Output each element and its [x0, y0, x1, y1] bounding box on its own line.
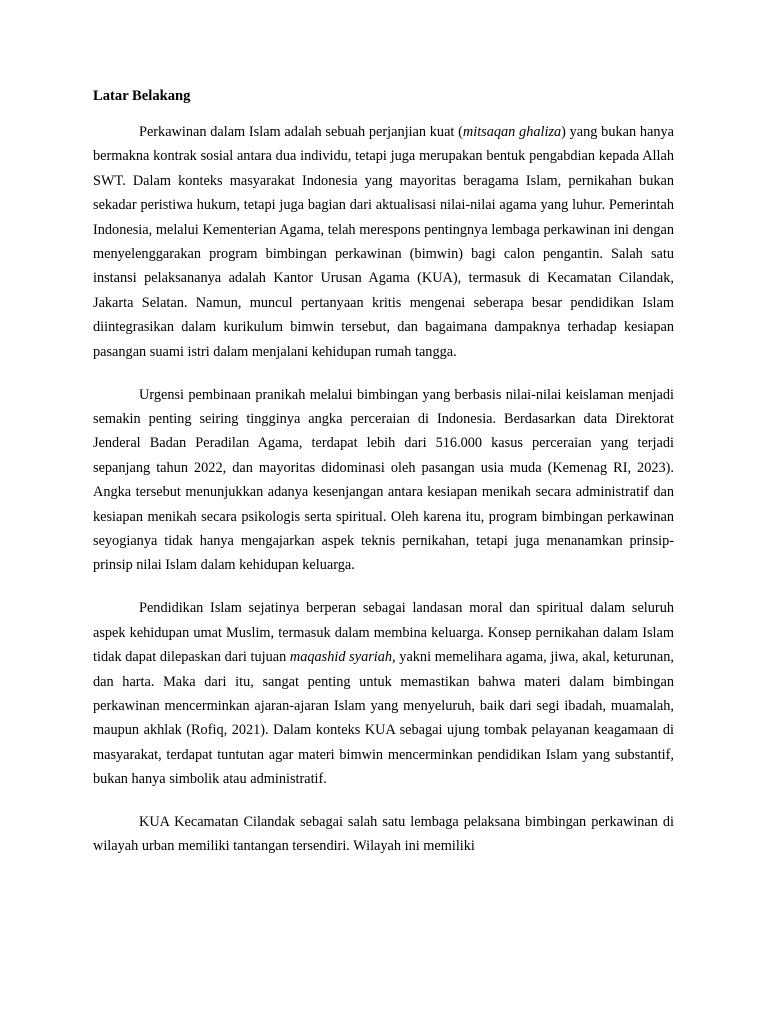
paragraph-2-text: Urgensi pembinaan pranikah melalui bimbingan yang berbasis nilai-nilai keislaman menjadi semakin penting seiring tingginya angka perceraian di Indonesia. Berdasarkan data Direktorat Jenderal Badan Peradilan Agama, terdapat lebih dari 516.000 kasus perceraian yang terjadi sepanjang tahun 2022, dan mayoritas didominasi oleh pasangan usia muda (Kemenag RI, 2023). Angka tersebut menunjukkan adanya kesenjangan antara kesiapan menikah secara administratif dan kesiapan menikah secara psikologis serta spiritual. Oleh karena itu, program bimbingan perkawinan seyogianya tidak hanya mengajarkan aspek teknis pernikahan, tetapi juga menanamkan prinsip-prinsip nilai Islam dalam kehidupan keluarga.: [93, 386, 674, 574]
paragraph-2: [93, 383, 674, 578]
italic-term-mitsaqan-ghaliza: mitsaqan ghaliza: [462, 124, 562, 140]
paragraph-3-text: Pendidikan Islam sejatinya berperan sebagai landasan moral dan spiritual dalam seluruh aspek kehidupan umat Muslim, termasuk dalam membina keluarga. Konsep pernikahan dalam Islam tidak dapat dilepaskan dari tujuan: [93, 600, 674, 666]
paragraph-4-text: KUA Kecamatan Cilandak sebagai salah satu lembaga pelaksana bimbingan perkawinan di wilayah urban memiliki tantangan tersendiri. Wilayah ini memiliki: [93, 814, 674, 855]
section-heading: Latar Belakang: [93, 88, 191, 104]
paragraph-3-text-continued: yakni memelihara agama, jiwa, akal, keturunan, dan harta. Maka dari itu, sangat penting untuk memastikan bahwa materi dalam bimbingan perkawinan mencerminkan ajaran-ajaran Islam yang menyeluruh, baik dari segi ibadah, muamalah, maupun akhlak (Rofiq, 2021). Dalam konteks KUA sebagai ujung tombak pelayanan keagamaan di masyarakat, terdapat tuntutan agar materi bimwin mencerminkan pendidikan Islam yang substantif, bukan hanya simbolik atau administratif.: [93, 649, 674, 788]
document-page: [93, 84, 674, 859]
paragraph-3: [93, 596, 674, 791]
paragraph-4: [93, 810, 674, 859]
italic-term-maqashid-syariah: maqashid syariah,: [289, 649, 396, 666]
paragraph-1: [93, 120, 674, 364]
paragraph-1-text-continued: ) yang bukan hanya bermakna kontrak sosial antara dua individu, tetapi juga merupakan bentuk pengabdian kepada Allah SWT. Dalam konteks masyarakat Indonesia yang mayoritas beragama Islam, pernikahan bukan sekadar peristiwa hukum, tetapi juga bagian dari aktualisasi nilai-nilai agama yang luhur. Pemerintah Indonesia, melalui Kementerian Agama, telah merespons pentingnya lembaga perkawinan ini dengan menyelenggarakan program bimbingan perkawinan (bimwin) bagi calon pengantin. Salah satu instansi pelaksananya adalah Kantor Urusan Agama (KUA), termasuk di Kecamatan Cilandak, Jakarta Selatan. Namun, muncul pertanyaan kritis mengenai seberapa besar pendidikan Islam diintegrasikan dalam kurikulum bimwin tersebut, dan bagaimana dampaknya terhadap kesiapan pasangan suami istri dalam menjalani kehidupan rumah tangga.: [93, 124, 674, 360]
paragraph-1-text: Perkawinan dalam Islam adalah sebuah perjanjian kuat (: [139, 124, 463, 140]
